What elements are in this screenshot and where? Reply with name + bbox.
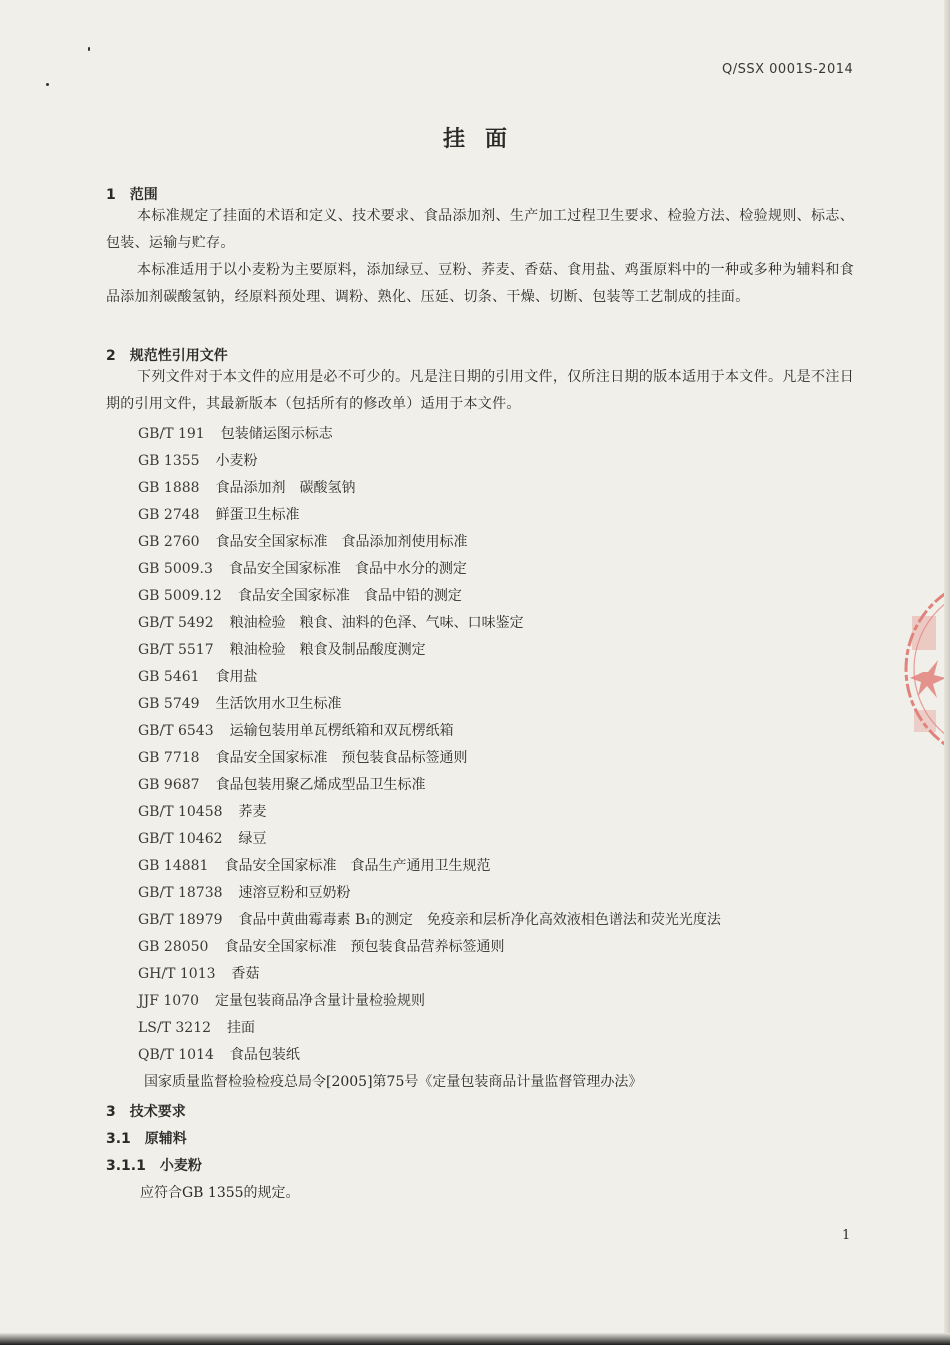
reference-item: [138, 853, 721, 880]
section-3-1-1-body: 应符合GB 1355的规定。: [140, 1185, 300, 1201]
document-number: Q/SSX 0001S-2014: [722, 62, 854, 77]
reference-code: GB/T 6543: [138, 723, 214, 739]
reference-title: 食品安全国家标准 食品添加剂使用标准: [215, 534, 468, 550]
reference-code: GB 2760: [138, 534, 200, 550]
reference-item: [138, 583, 721, 610]
reference-item: [138, 1042, 721, 1069]
reference-title: 粮油检验 粮食、油料的色泽、气味、口味鉴定: [229, 615, 524, 631]
reference-item: [138, 907, 721, 934]
scan-edge-bottom: [0, 1333, 950, 1345]
reference-item: [138, 691, 721, 718]
reference-item: [138, 880, 721, 907]
reference-code: GB/T 5492: [138, 615, 214, 631]
reference-item: [138, 745, 721, 772]
section-1-heading: 1 范围: [106, 187, 158, 203]
reference-title: 食品安全国家标准 预包装食品营养标签通则: [224, 939, 505, 955]
document-title: 挂面: [442, 127, 527, 152]
reference-code: GB 5009.3: [138, 561, 213, 577]
reference-code: GB 1355: [138, 453, 200, 469]
scan-speck: [46, 83, 49, 86]
reference-item: [138, 529, 721, 556]
reference-code: GB/T 18979: [138, 912, 223, 928]
reference-title: 食品包装用聚乙烯成型品卫生标准: [215, 777, 426, 793]
reference-code: GB 9687: [138, 777, 200, 793]
reference-code: GB 5461: [138, 669, 200, 685]
reference-list: [138, 421, 721, 1096]
section-3-1-heading: 3.1 原辅料: [106, 1131, 187, 1147]
reference-item: [138, 448, 721, 475]
reference-item: [138, 637, 721, 664]
reference-code: GB 7718: [138, 750, 200, 766]
reference-item: [138, 718, 721, 745]
reference-code: LS/T 3212: [138, 1020, 212, 1036]
reference-title: 挂面: [227, 1020, 256, 1036]
reference-title: 鲜蛋卫生标准: [215, 507, 300, 523]
red-seal-stamp: [900, 572, 950, 767]
reference-code: GB/T 191: [138, 426, 205, 442]
reference-code: GB 2748: [138, 507, 200, 523]
reference-code: GB/T 10458: [138, 804, 223, 820]
reference-code: GB/T 5517: [138, 642, 214, 658]
reference-item: [138, 988, 721, 1015]
scan-edge-right: [944, 0, 950, 1345]
reference-title: 速溶豆粉和豆奶粉: [238, 885, 351, 901]
section-3-1-1-heading: 3.1.1 小麦粉: [106, 1158, 202, 1174]
reference-title: 绿豆: [238, 831, 267, 847]
section-1-paragraph-1: 本标准规定了挂面的术语和定义、技术要求、食品添加剂、生产加工过程卫生要求、检验方法、检验规则、标志、包装、运输与贮存。: [106, 208, 854, 251]
reference-item: [138, 772, 721, 799]
reference-item: [138, 475, 721, 502]
reference-item: [138, 421, 721, 448]
reference-title: 运输包装用单瓦楞纸箱和双瓦楞纸箱: [229, 723, 454, 739]
page-number: 1: [842, 1228, 851, 1243]
reference-item: [138, 1015, 721, 1042]
reference-code: JJF 1070: [138, 993, 200, 1009]
reference-code: GB/T 10462: [138, 831, 223, 847]
reference-title: 包装储运图示标志: [220, 426, 333, 442]
reference-code: GB 14881: [138, 858, 209, 874]
reference-item: [138, 961, 721, 988]
reference-title: 食品添加剂 碳酸氢钠: [215, 480, 356, 496]
reference-title: 食品安全国家标准 食品中水分的测定: [228, 561, 467, 577]
reference-item: [138, 556, 721, 583]
reference-title: 食品安全国家标准 食品中铅的测定: [237, 588, 462, 604]
reference-title: 生活饮用水卫生标准: [215, 696, 342, 712]
reference-title: 定量包装商品净含量计量检验规则: [215, 993, 426, 1009]
section-2-intro: 下列文件对于本文件的应用是必不可少的。凡是注日期的引用文件，仅所注日期的版本适用于本文件。凡是不注日期的引用文件，其最新版本（包括所有的修改单）适用于本文件。: [106, 369, 854, 412]
reference-title: 香菇: [231, 966, 260, 982]
reference-title: 食品中黄曲霉毒素 B₁的测定 免疫亲和层析净化高效液相色谱法和荧光光度法: [238, 912, 721, 928]
reference-item: [138, 934, 721, 961]
reference-item: [138, 826, 721, 853]
reference-title: 食用盐: [215, 669, 258, 685]
reference-item: [138, 664, 721, 691]
reference-code: GB 5009.12: [138, 588, 222, 604]
scan-speck: [88, 47, 90, 51]
reference-code: QB/T 1014: [138, 1047, 214, 1063]
reference-title: 粮油检验 粮食及制品酸度测定: [229, 642, 426, 658]
reference-code: GB 5749: [138, 696, 200, 712]
reference-title: 食品安全国家标准 预包装食品标签通则: [215, 750, 468, 766]
reference-code: GB 1888: [138, 480, 200, 496]
reference-item: [138, 502, 721, 529]
section-3-heading: 3 技术要求: [106, 1104, 186, 1120]
reference-code: GH/T 1013: [138, 966, 216, 982]
reference-decree: 国家质量监督检验检疫总局令[2005]第75号《定量包装商品计量监督管理办法》: [144, 1074, 643, 1090]
reference-code: GB 28050: [138, 939, 209, 955]
reference-item: [138, 610, 721, 637]
section-2-heading: 2 规范性引用文件: [106, 348, 228, 364]
reference-title: 食品包装纸: [229, 1047, 300, 1063]
reference-code: GB/T 18738: [138, 885, 223, 901]
reference-item: [138, 799, 721, 826]
reference-title: 小麦粉: [215, 453, 258, 469]
section-1-paragraph-2: 本标准适用于以小麦粉为主要原料，添加绿豆、豆粉、荞麦、香菇、食用盐、鸡蛋原料中的一种或多种为辅料和食品添加剂碳酸氢钠，经原料预处理、调粉、熟化、压延、切条、干燥、切断、包装等工艺制成的挂面。: [106, 262, 854, 305]
reference-title: 食品安全国家标准 食品生产通用卫生规范: [224, 858, 491, 874]
reference-title: 荞麦: [238, 804, 267, 820]
